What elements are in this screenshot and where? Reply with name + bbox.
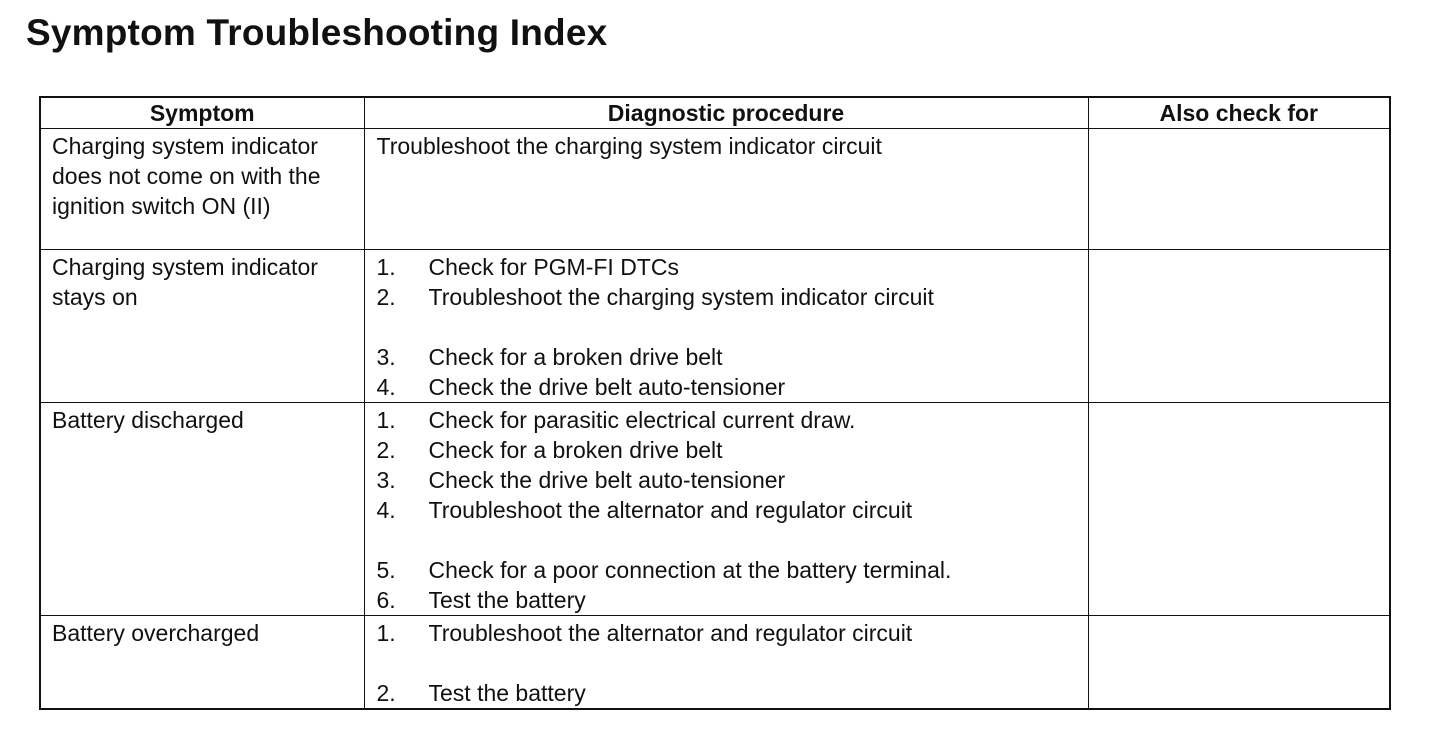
step-number: 1. (376, 620, 396, 646)
table-row (40, 250, 1390, 403)
step-text: Troubleshoot the charging system indicator circuit (428, 284, 934, 310)
also-check-cell (1088, 403, 1390, 616)
procedure-cell (364, 403, 1088, 616)
symptom-cell: Charging system indicator does not come on with the ignition switch ON (II) (40, 129, 364, 250)
procedure-text: Troubleshoot the charging system indicator circuit (376, 133, 882, 159)
procedure-step (377, 555, 1080, 585)
procedure-step (377, 342, 1080, 372)
procedure-step (377, 372, 1080, 402)
step-number: 3. (376, 344, 396, 370)
column-header-diagnostic-procedure: Diagnostic procedure (364, 97, 1088, 129)
symptom-troubleshooting-table (39, 96, 1391, 710)
step-text: Check for a poor connection at the battery terminal. (428, 557, 952, 583)
step-text: Check for a broken drive belt (428, 437, 723, 463)
procedure-step (377, 435, 1080, 465)
procedure-cell (364, 129, 1088, 250)
step-text: Troubleshoot the alternator and regulator circuit (428, 497, 913, 523)
step-number: 1. (376, 254, 396, 280)
procedure-step (377, 618, 1080, 648)
symptom-cell: Charging system indicator stays on (40, 250, 364, 403)
step-text: Test the battery (428, 587, 586, 613)
step-text: Check for PGM-FI DTCs (428, 254, 679, 280)
page-title: Symptom Troubleshooting Index (26, 12, 608, 53)
table-header-row (40, 97, 1390, 129)
procedure-step (377, 282, 1080, 312)
step-text: Check for a broken drive belt (428, 344, 723, 370)
also-check-cell (1088, 129, 1390, 250)
procedure-step-list (377, 252, 1080, 402)
step-number: 1. (376, 407, 396, 433)
table-row (40, 129, 1390, 250)
step-number: 2. (376, 680, 396, 706)
step-text: Check for parasitic electrical current draw. (428, 407, 856, 433)
table-row (40, 403, 1390, 616)
step-text: Check the drive belt auto-tensioner (428, 467, 786, 493)
column-header-also-check-for: Also check for (1088, 97, 1390, 129)
also-check-cell (1088, 616, 1390, 710)
step-number: 5. (376, 557, 396, 583)
step-number: 3. (376, 467, 396, 493)
also-check-cell (1088, 250, 1390, 403)
procedure-step-list (377, 405, 1080, 615)
symptom-cell: Battery discharged (40, 403, 364, 616)
step-text: Check the drive belt auto-tensioner (428, 374, 786, 400)
procedure-step (377, 678, 1080, 708)
procedure-step (377, 495, 1080, 525)
procedure-step-list (377, 618, 1080, 708)
procedure-step (377, 465, 1080, 495)
procedure-step (377, 585, 1080, 615)
procedure-step (377, 252, 1080, 282)
table-row (40, 616, 1390, 710)
symptom-cell: Battery overcharged (40, 616, 364, 710)
step-number: 4. (376, 374, 396, 400)
procedure-step (377, 405, 1080, 435)
step-number: 4. (376, 497, 396, 523)
procedure-cell (364, 616, 1088, 710)
step-number: 2. (376, 284, 396, 310)
step-number: 2. (376, 437, 396, 463)
procedure-cell (364, 250, 1088, 403)
column-header-symptom: Symptom (40, 97, 364, 129)
step-text: Test the battery (428, 680, 586, 706)
step-text: Troubleshoot the alternator and regulator circuit (428, 620, 913, 646)
step-number: 6. (376, 587, 396, 613)
